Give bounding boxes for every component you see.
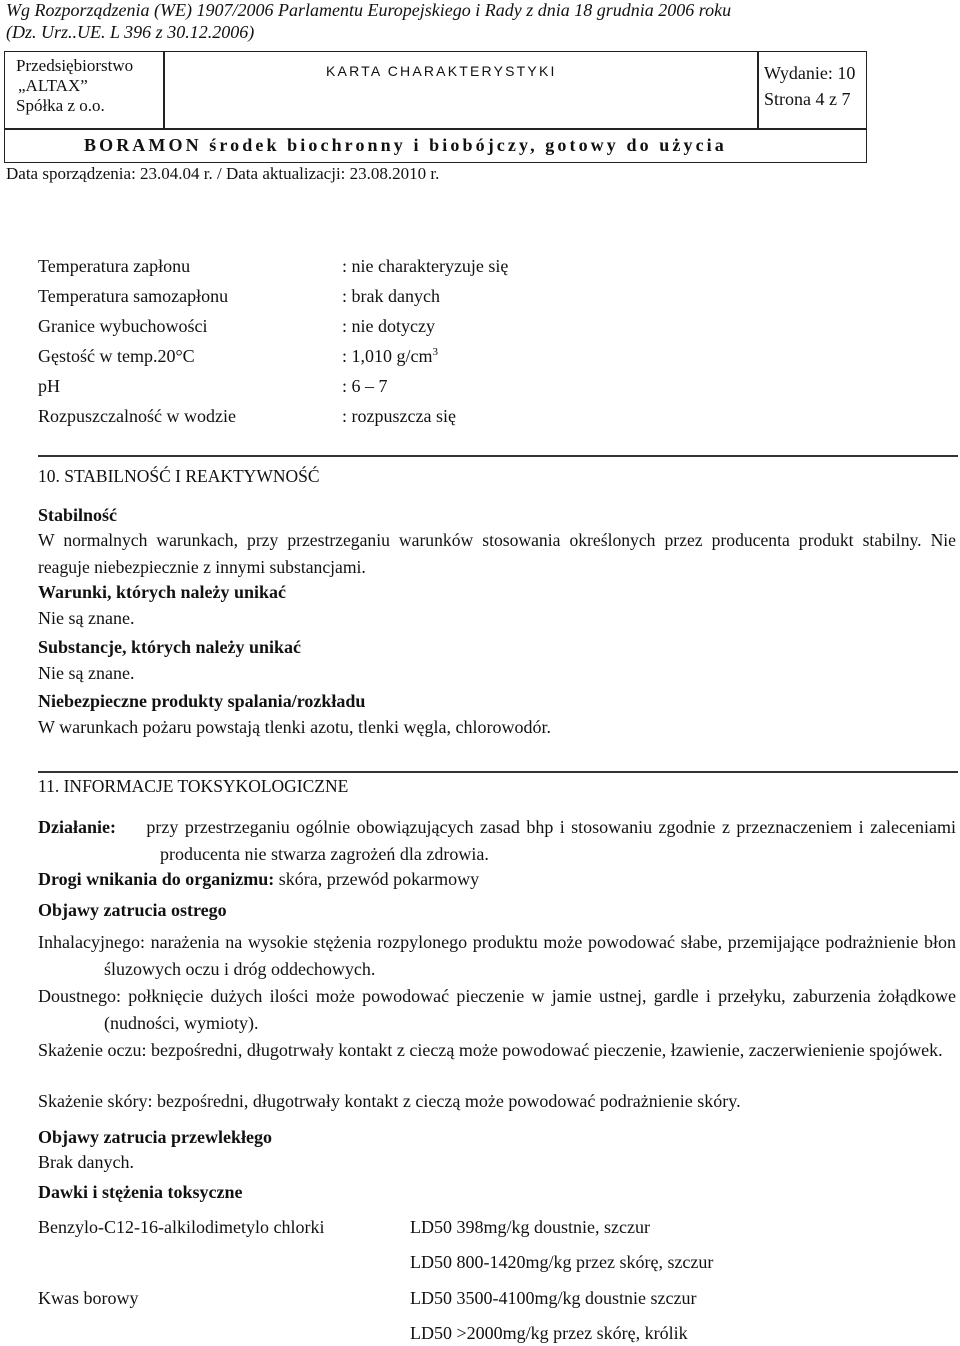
acute-item: Doustnego: połknięcie dużych ilości może powodować pieczenie w jamie ustnej, gardle i przełyku, zaburzenia żołądkowe (nudności, wymioty). bbox=[38, 986, 956, 1033]
decomposition-text: W warunkach pożaru powstają tlenki azotu, tlenki węgla, chlorowodór. bbox=[38, 717, 552, 737]
effect-text: przy przestrzeganiu ogólnie obowiązujących zasad bhp i stosowaniu zgodnie z przeznaczeniem i zaleceniami producenta nie stwarza zagrożeń dla zdrowia. bbox=[146, 817, 957, 864]
regulation-line-1: Wg Rozporządzenia (WE) 1907/2006 Parlamentu Europejskiego i Rady z dnia 18 grudnia 2006 roku bbox=[6, 0, 732, 20]
acute-item: Skażenie oczu: bezpośredni, długotrwały kontakt z cieczą może powodować pieczenie, łzawienie, zaczerwienienie spojówek. bbox=[38, 1040, 943, 1060]
decomposition-heading: Niebezpieczne produkty spalania/rozkładu bbox=[38, 691, 366, 711]
doses-heading: Dawki i stężenia toksyczne bbox=[38, 1182, 243, 1202]
effect-paragraph bbox=[38, 814, 956, 868]
property-value: : 1,010 $g/cm^3$ bbox=[342, 346, 438, 366]
acute-item: Skażenie skóry: bezpośredni, długotrwały kontakt z cieczą może powodować podrażnienie skóry. bbox=[38, 1091, 741, 1111]
dose-value: LD50 3500-4100mg/kg doustnie szczur bbox=[410, 1288, 697, 1308]
stability-heading: Stabilność bbox=[38, 505, 118, 525]
conditions-text: Nie są znane. bbox=[38, 608, 135, 628]
dose-value: LD50 398mg/kg doustnie, szczur bbox=[410, 1217, 650, 1237]
company-name-line-3: Spółka z o.o. bbox=[16, 96, 105, 115]
company-name-line-1: Przedsiębiorstwo bbox=[16, 56, 134, 75]
property-value: : brak danych bbox=[342, 286, 440, 306]
conditions-heading: Warunki, których należy unikać bbox=[38, 582, 287, 602]
document-type: KARTA CHARAKTERYSTYKI bbox=[326, 63, 557, 79]
property-name: pH bbox=[38, 376, 60, 396]
product-name: BORAMON środek biochronny i biobójczy, gotowy do użycia bbox=[84, 135, 727, 155]
superscript: 3 bbox=[432, 346, 438, 358]
property-name: Rozpuszczalność w wodzie bbox=[38, 406, 236, 426]
dose-value: LD50 >2000mg/kg przez skórę, królik bbox=[410, 1323, 688, 1343]
section-divider bbox=[38, 771, 958, 773]
section-divider bbox=[38, 455, 958, 457]
dose-value: LD50 800-1420mg/kg przez skórę, szczur bbox=[410, 1252, 714, 1272]
company-name-line-2: „ALTAX” bbox=[18, 76, 88, 95]
stability-text: W normalnych warunkach, przy przestrzeganiu warunków stosowania określonych przez producenta produkt stabilny. Nie reaguje niebezpiecznie z innymi substancjami. bbox=[38, 530, 956, 577]
property-value: : rozpuszcza się bbox=[342, 406, 456, 426]
property-value: : nie charakteryzuje się bbox=[342, 256, 509, 276]
chronic-heading: Objawy zatrucia przewlekłego bbox=[38, 1127, 272, 1147]
substances-heading: Substancje, których należy unikać bbox=[38, 637, 302, 657]
effect-label: Działanie: bbox=[38, 817, 116, 837]
dose-substance: Kwas borowy bbox=[38, 1288, 139, 1308]
page-number: Strona 4 z 7 bbox=[764, 89, 851, 109]
document-dates: Data sporządzenia: 23.04.04 r. / Data aktualizacji: 23.08.2010 r. bbox=[6, 164, 440, 183]
chronic-text: Brak danych. bbox=[38, 1152, 134, 1172]
property-value: : 6 – 7 bbox=[342, 376, 388, 396]
property-name: Gęstość w temp.20°C bbox=[38, 346, 195, 366]
edition: Wydanie: 10 bbox=[764, 63, 856, 83]
acute-item: Inhalacyjnego: narażenia na wysokie stężenia rozpylonego produktu może powodować słabe, przemijające podrażnienie błon śluzowych oczu i dróg oddechowych. bbox=[38, 932, 956, 979]
regulation-line-2: (Dz. Urz..UE. L 396 z 30.12.2006) bbox=[6, 22, 255, 42]
routes-text: skóra, przewód pokarmowy bbox=[278, 869, 480, 889]
property-value: : nie dotyczy bbox=[342, 316, 435, 336]
acute-heading: Objawy zatrucia ostrego bbox=[38, 900, 227, 920]
section-10-title: 10. STABILNOŚĆ I REAKTYWNOŚĆ bbox=[38, 466, 320, 486]
routes-label: Drogi wnikania do organizmu: bbox=[38, 869, 275, 889]
property-name: Granice wybuchowości bbox=[38, 316, 208, 336]
property-name: Temperatura zapłonu bbox=[38, 256, 191, 276]
section-11-title: 11. INFORMACJE TOKSYKOLOGICZNE bbox=[38, 776, 349, 796]
substances-text: Nie są znane. bbox=[38, 663, 135, 683]
property-name: Temperatura samozapłonu bbox=[38, 286, 229, 306]
routes-line bbox=[38, 869, 479, 890]
dose-substance: Benzylo-C12-16-alkilodimetylo chlorki bbox=[38, 1217, 325, 1237]
